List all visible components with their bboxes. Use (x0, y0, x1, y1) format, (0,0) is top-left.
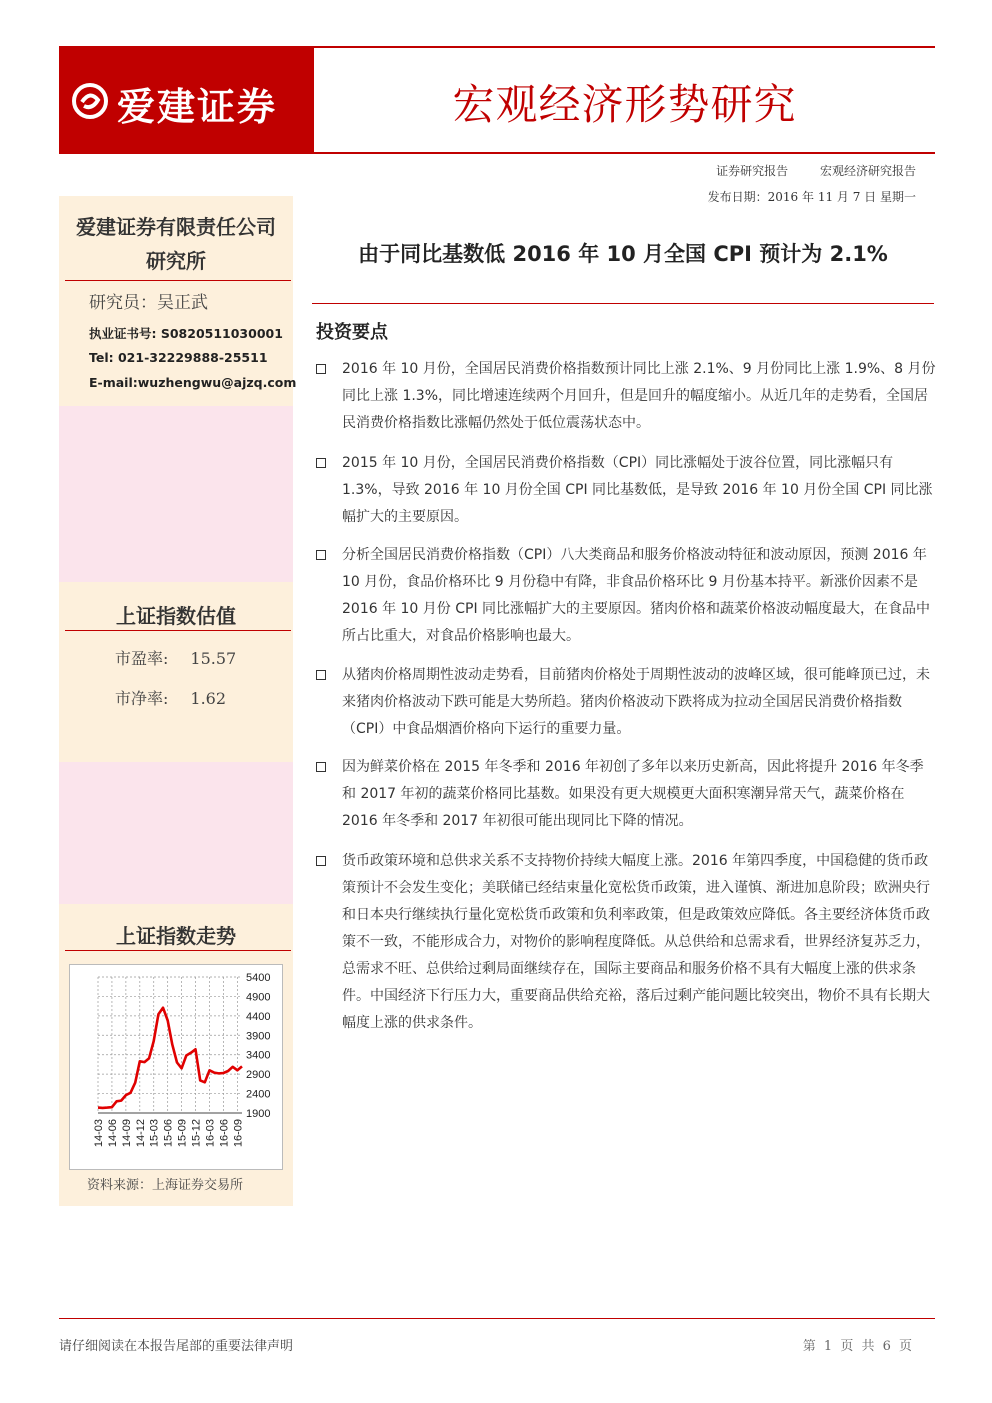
pe-label: 市盈率: (115, 649, 169, 668)
x-tick-label: 14-12 (134, 1119, 147, 1148)
company-name-line1: 爱建证券有限责任公司 (76, 215, 276, 239)
checkbox-bullet-icon (316, 856, 326, 866)
checkbox-bullet-icon (316, 550, 326, 560)
pe-row (115, 646, 236, 669)
x-tick-label: 15-09 (176, 1119, 189, 1148)
company-name (59, 210, 293, 278)
bullet-paragraph (316, 848, 936, 1037)
pb-row (115, 686, 226, 709)
section-heading: 投资要点 (316, 322, 388, 343)
researcher: 研究员：吴正武 (89, 293, 208, 313)
paragraph-text: 货币政策环境和总供求关系不支持物价持续大幅度上涨。2016 年第四季度，中国稳健的货币政策预计不会发生变化；美联储已经结束量化宽松货币政策，进入谨慎、渐进加息阶段；欧洲央行和日本央行继续执行量化宽松货币政策和负利率政策，但是政策效应降低。各主要经济体货币政策不一致，不能形成合力，对物价的影响程度降低。从总供给和总需求看，世界经济复苏乏力，总需求不旺、总供给过剩局面继续存在，国际主要商品和服务价格不具有大幅度上涨的供求条件。中国经济下行压力大，重要商品供给充裕，落后过剩产能问题比较突出，物价不具有长期大幅度上涨的供求条件。 (342, 853, 930, 1031)
header-title: 宏观经济形势研究 (452, 80, 797, 129)
y-tick-label: 1900 (246, 1108, 271, 1120)
checkbox-bullet-icon (316, 364, 326, 374)
trend-title: 上证指数走势 (116, 924, 236, 948)
logo-block (59, 48, 314, 152)
main-title: 由于同比基数低 2016 年 10 月全国 CPI 预计为 2.1% (358, 242, 888, 266)
bullet-paragraph (316, 662, 936, 743)
x-tick-label: 16-03 (204, 1119, 217, 1148)
pb-label: 市净率: (115, 689, 169, 708)
y-tick-label: 4400 (246, 1010, 271, 1023)
bullet-paragraph (316, 450, 936, 531)
x-tick-label: 16-09 (232, 1119, 245, 1148)
bullet-paragraph (316, 356, 936, 437)
paragraph-text: 因为鲜菜价格在 2015 年冬季和 2016 年初创了多年以来历史新高，因此将提升 2016 年冬季和 2017 年初的蔬菜价格同比基数。如果没有更大规模更大面积寒潮异常天气，蔬菜价格在 2016 年冬季和 2017 年初很可能出现同比下降的情况。 (342, 759, 924, 829)
pe-value: 15.57 (190, 649, 237, 668)
divider (65, 950, 291, 951)
y-tick-label: 3400 (246, 1049, 271, 1062)
paragraph-text: 分析全国居民消费价格指数（CPI）八大类商品和服务价格波动特征和波动原因，预测 2016 年 10 月份，食品价格环比 9 月份稳中有降，非食品价格环比 9 月份基本持平。新涨价因素不是 2016 年 10 月份 CPI 同比涨幅扩大的主要原因。猪肉价格和蔬菜价格波动幅度最大，在食品中所占比重大，对食品价格影响也最大。 (342, 547, 931, 644)
report-type-2: 宏观经济研究报告 (819, 164, 916, 178)
footer-disclaimer: 请仔细阅读在本报告尾部的重要法律声明 (59, 1339, 294, 1354)
bullet-paragraph (316, 542, 936, 650)
sidebar-spacer (59, 406, 293, 582)
report-type-1: 证券研究报告 (716, 164, 789, 178)
x-tick-label: 15-12 (190, 1119, 203, 1148)
y-tick-label: 2400 (246, 1088, 271, 1101)
x-tick-label: 15-06 (162, 1119, 175, 1148)
y-tick-label: 2900 (246, 1069, 271, 1082)
bullet-paragraph (316, 754, 936, 835)
index-series-line (98, 1008, 242, 1108)
x-tick-label: 16-06 (218, 1119, 231, 1148)
index-trend-box (59, 904, 293, 1206)
publish-date: 发布日期：2016 年 11 月 7 日 星期一 (707, 190, 916, 204)
email: E-mail:wuzhengwu@ajzq.com (89, 375, 297, 390)
pb-value: 1.62 (190, 689, 227, 708)
y-tick-label: 4900 (246, 991, 271, 1004)
footer-rule (59, 1318, 935, 1319)
company-info-box (59, 196, 297, 406)
x-tick-label: 14-03 (93, 1119, 105, 1148)
divider (65, 630, 291, 631)
chart-source: 资料来源：上海证券交易所 (87, 1178, 244, 1193)
paragraph-text: 2015 年 10 月份，全国居民消费价格指数（CPI）同比涨幅处于波谷位置，同比涨幅只有 1.3%，导致 2016 年 10 月份全国 CPI 同比基数低，是导致 2016 年 10 月份全国 CPI 同比涨幅扩大的主要原因。 (342, 455, 933, 525)
x-tick-label: 14-09 (120, 1119, 133, 1148)
telephone: Tel: 021-32229888-25511 (89, 350, 268, 365)
paragraph-text: 从猪肉价格周期性波动走势看，目前猪肉价格处于周期性波动的波峰区域，很可能峰顶已过，未来猪肉价格波动下跌可能是大势所趋。猪肉价格波动下跌将成为拉动全国居民消费价格指数（CPI）中食品烟酒价格向下运行的重要力量。 (342, 667, 930, 737)
report-types (688, 162, 916, 179)
page-number: 第 1 页 共 6 页 (802, 1339, 914, 1354)
main-title-rule (312, 303, 934, 304)
paragraph-text: 2016 年 10 月份，全国居民消费价格指数预计同比上涨 2.1%、9 月份同比上涨 1.9%、8 月份同比上涨 1.3%，同比增速连续两个月回升，但是回升的幅度缩小。从近几年的走势看，全国居民消费价格指数比涨幅仍然处于低位震荡状态中。 (342, 361, 936, 431)
y-tick-label: 3900 (246, 1030, 271, 1043)
divider (65, 280, 291, 281)
header-rule (59, 152, 935, 154)
checkbox-bullet-icon (316, 670, 326, 680)
index-trend-chart (70, 965, 282, 1169)
checkbox-bullet-icon (316, 458, 326, 468)
chart-frame (69, 964, 283, 1170)
logo-text: 爱建证券 (117, 84, 278, 129)
x-tick-label: 15-03 (148, 1119, 161, 1148)
company-logo-icon (71, 82, 109, 120)
y-tick-label: 5400 (246, 972, 271, 984)
index-valuation-box (59, 582, 293, 762)
valuation-title: 上证指数估值 (116, 604, 236, 628)
sidebar-spacer (59, 762, 293, 904)
certificate-number: 执业证书号: S0820511030001 (89, 326, 283, 341)
x-tick-label: 14-06 (106, 1119, 119, 1148)
checkbox-bullet-icon (316, 762, 326, 772)
company-name-line2: 研究所 (146, 249, 206, 273)
